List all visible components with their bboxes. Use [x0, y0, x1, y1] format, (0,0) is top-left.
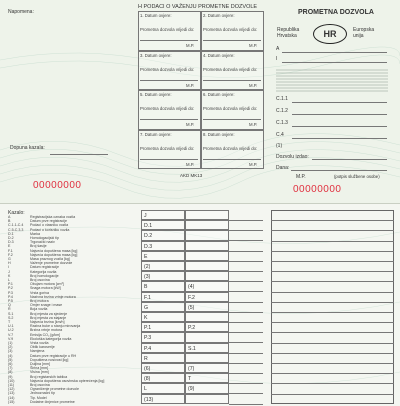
- code-value-line: [229, 312, 263, 313]
- code-cell: F.2: [185, 292, 229, 302]
- legend-code: (11): [8, 383, 15, 387]
- legend-text: Podaci o vlasniku vozila: [30, 223, 69, 228]
- validity-cell-stamp: M.P.: [186, 82, 195, 88]
- legend-code: (5): [8, 357, 13, 362]
- legend-code: D.1: [8, 231, 14, 236]
- code-cell: [185, 332, 229, 342]
- legend-code: (15): [8, 399, 15, 404]
- code-cell: (5): [185, 302, 229, 312]
- code-cell: F.1: [141, 292, 185, 302]
- validity-cell-valid-label: Prometna dozvola vrijedi do:: [140, 66, 195, 72]
- legend-code: (8): [8, 370, 13, 375]
- legend-code: U.1: [8, 324, 14, 329]
- code-cell: J: [141, 210, 185, 220]
- validity-cell-valid-label: Prometna dozvola vrijedi do:: [140, 145, 195, 151]
- blank-row-line: [271, 302, 394, 303]
- legend-text: Najveća brzina [km/h]: [30, 320, 65, 324]
- blank-row-line: [271, 383, 394, 384]
- legend-text: Vrsta goriva: [30, 290, 50, 295]
- legend-text: Masa praznog vozila [kg]: [30, 257, 70, 261]
- legend-text: Broj mjesta za sjedenje: [30, 311, 68, 316]
- code-cell: P.2: [185, 322, 229, 332]
- blank-row-line: [271, 251, 394, 252]
- blank-row-line: [271, 353, 394, 354]
- code-cell: [185, 271, 229, 281]
- code-value-line: [229, 261, 263, 262]
- validity-cell-valid-label: Prometna dozvola vrijedi do:: [203, 106, 258, 111]
- legend-code: V.9: [8, 336, 14, 341]
- legend-text: Visina [mm]: [30, 370, 49, 375]
- legend-text: Marka: [30, 231, 40, 236]
- code-cell: E: [141, 251, 185, 261]
- legend-code: L: [8, 278, 10, 282]
- blank-table: [271, 210, 394, 404]
- country-right-2: unija: [353, 33, 364, 39]
- code-cell: D.3: [141, 241, 185, 251]
- blank-row-line: [271, 322, 394, 323]
- code-value-line: [229, 383, 263, 384]
- legend-text: Broj šasije: [30, 244, 47, 249]
- validity-cell-date-label: 8. Datum ovjere:: [203, 131, 235, 137]
- owner-field-line: [292, 102, 387, 103]
- validity-cell-line: [203, 119, 261, 120]
- legend-code: D.3: [8, 240, 14, 245]
- legend-text: Broj mjesta za stajanje: [30, 315, 67, 320]
- legend-code: P.2: [8, 286, 13, 291]
- date-label: Dana:: [276, 165, 290, 171]
- blank-row-line: [271, 343, 394, 344]
- legend-text: Najveća dopuštena masa [kg]: [30, 248, 78, 253]
- code-value-line: [229, 302, 263, 303]
- owner-field-label: C.1.2: [276, 108, 288, 114]
- validity-cell-date-label: 3. Datum ovjere:: [140, 52, 172, 58]
- legend-text: Najveća dopuštena masa [kg]: [30, 252, 78, 257]
- code-value-line: [229, 230, 263, 231]
- code-cell: R: [141, 353, 185, 363]
- code-value-line: [229, 353, 263, 354]
- code-value-line: [229, 373, 263, 374]
- validity-cell-line: [203, 159, 261, 160]
- field-i-label: I: [276, 56, 278, 62]
- field-i-line: [282, 62, 387, 63]
- blank-row-line: [271, 281, 394, 282]
- code-cell: [185, 210, 229, 220]
- legend-code: S.2: [8, 315, 14, 320]
- code-cell: P.4: [141, 343, 185, 353]
- code-value-line: [229, 240, 263, 241]
- code-value-line: [229, 342, 263, 343]
- legend-code: (2): [8, 345, 13, 350]
- legend-code: C.1.1-C.4: [8, 223, 24, 228]
- blank-row-line: [271, 261, 394, 262]
- legend-code: Q: [8, 303, 11, 308]
- validity-cell-stamp: M.P.: [249, 82, 258, 88]
- legend-code: (4): [8, 353, 13, 358]
- dopuna-line: [50, 154, 108, 155]
- validity-cell-line: [140, 40, 198, 41]
- owner-field-line: [292, 114, 387, 115]
- owner-field-line: [292, 138, 387, 139]
- legend-text: Datum registracije: [30, 265, 59, 270]
- legend-code: P.3: [8, 290, 13, 295]
- code-value-line: [229, 393, 263, 394]
- country-left-2: Hrvatska: [277, 33, 297, 39]
- validity-cell-valid-label: Prometna dozvola vrijedi do:: [203, 66, 258, 72]
- legend-text: Dodatne činjenice prometne: [30, 399, 75, 404]
- code-value-line: [229, 404, 263, 405]
- blank-row-line: [271, 394, 394, 395]
- signature-label: (potpis službene osobe): [334, 174, 380, 179]
- blank-row-line: [271, 373, 394, 374]
- hr-emblem: HR: [313, 24, 347, 44]
- validity-cell-line: [140, 80, 198, 81]
- serial-number-left: 00000000: [33, 180, 82, 191]
- napomena-label: Napomena:: [8, 9, 34, 15]
- validity-cell-line: [140, 159, 198, 160]
- legend-code: K: [8, 273, 11, 278]
- blank-row-line: [271, 271, 394, 272]
- legend-text: Ograničenje prometne dozvole: [30, 387, 79, 392]
- note-1-label: (1): [276, 143, 283, 149]
- legend-code: B: [8, 219, 11, 224]
- legend-text: Nazivna brzina vrtnje motora: [30, 294, 76, 299]
- validity-cell-line: [203, 80, 261, 81]
- code-cell: [185, 220, 229, 230]
- code-cell: [185, 230, 229, 240]
- legend-text: Podaci o korisniku vozila: [30, 227, 70, 232]
- owner-field-label: C.1.3: [276, 120, 288, 126]
- code-cell: (6): [141, 363, 185, 373]
- date-line: [291, 170, 387, 171]
- legend-code: S.1: [8, 311, 14, 316]
- code-value-line: [229, 220, 263, 221]
- code-value-line: [229, 332, 263, 333]
- code-value-line: [229, 322, 263, 323]
- code-cell: [185, 353, 229, 363]
- blank-row-line: [271, 312, 394, 313]
- legend-code: E: [8, 244, 11, 249]
- legend-text: Emisija CO₂ [g/km]: [30, 332, 61, 337]
- legend-code: (3): [8, 349, 13, 354]
- blank-row-line: [271, 241, 394, 242]
- field-a-label: A: [276, 46, 280, 52]
- blank-row-line: [271, 220, 394, 221]
- blank-row-line: [271, 292, 394, 293]
- legend-text: Datum prve registracije u RH: [30, 353, 77, 358]
- legend-code: (14): [8, 395, 15, 400]
- code-cell: [185, 261, 229, 271]
- code-cell: (4): [185, 281, 229, 291]
- issued-by-label: Dozvolu izdao:: [276, 154, 309, 160]
- kazalo-label: Kazalo:: [8, 210, 25, 216]
- code-value-line: [229, 251, 263, 252]
- validity-cell-stamp: M.P.: [249, 43, 258, 48]
- code-cell: L: [141, 383, 185, 393]
- legend-text: Obujam motora [cm³]: [30, 282, 64, 287]
- validity-cell-date-label: 2. Datum ovjere:: [203, 13, 235, 18]
- legend-code: F.2: [8, 252, 13, 257]
- legend-text: Namjena: [30, 349, 45, 354]
- legend-text: Oblik karoserije: [30, 345, 55, 350]
- validity-cell-line: [140, 119, 198, 120]
- legend-text: Datum prve registracije: [30, 219, 67, 224]
- legend-code: P.5: [8, 299, 13, 303]
- legend-code: (7): [8, 366, 13, 371]
- print-code: AKD MK13: [180, 173, 203, 178]
- legend-text: Broj registarskih tablica: [30, 374, 68, 379]
- legend-code: H: [8, 261, 11, 266]
- code-cell: P.1: [141, 322, 185, 332]
- validity-cell-date-label: 1. Datum ovjere:: [140, 13, 172, 18]
- back-page: [0, 204, 400, 406]
- legend-text: Najveća dopuštena osovinska opterećenja [kg]: [30, 378, 105, 383]
- country-left-1: Republika: [277, 27, 300, 33]
- legend-code: V.7: [8, 332, 14, 337]
- code-cell: K: [141, 312, 185, 322]
- legend-code: (6): [8, 362, 13, 366]
- validity-cell-stamp: M.P.: [186, 43, 195, 48]
- code-cell: [185, 312, 229, 322]
- code-cell: T: [185, 373, 229, 383]
- legend-code: T: [8, 320, 11, 324]
- legend-code: (10): [8, 378, 15, 383]
- legend-text: Ekološka kategorija vozila: [30, 336, 72, 341]
- legend-code: G: [8, 257, 11, 261]
- legend-text: Jednoznačni tip: [30, 391, 55, 396]
- validity-cell-stamp: M.P.: [186, 122, 195, 127]
- code-cell: D.2: [141, 230, 185, 240]
- code-cell: [185, 394, 229, 404]
- legend-code: (1): [8, 341, 13, 345]
- section-h-header: H PODACI O VAŽENJU PROMETNE DOZVOLE: [138, 4, 258, 10]
- legend-code: P.1: [8, 282, 13, 287]
- validity-cell-valid-label: Prometna dozvola vrijedi do:: [203, 145, 258, 151]
- dopuna-kazala-label: Dopuna kazala:: [10, 145, 45, 151]
- validity-cell-valid-label: Prometna dozvola vrijedi do:: [140, 27, 195, 32]
- stamp-label: M.P.: [296, 174, 306, 180]
- code-cell: G: [141, 302, 185, 312]
- legend-code: F.1: [8, 248, 13, 253]
- owner-field-label: C.4: [276, 132, 284, 138]
- code-value-line: [229, 291, 263, 292]
- owner-field-line: [292, 126, 387, 127]
- validity-cell-stamp: M.P.: [249, 122, 258, 127]
- legend-code: C.5-C.3.3: [8, 227, 24, 232]
- legend-text: Duljina [mm]: [30, 362, 50, 366]
- code-cell: [185, 251, 229, 261]
- legend-text: Trgovački naziv: [30, 240, 55, 245]
- legend-code: (13): [8, 391, 15, 396]
- legend-text: Snaga motora [kW]: [30, 286, 61, 291]
- code-cell: (3): [141, 271, 185, 281]
- validity-cell-valid-label: Prometna dozvola vrijedi do:: [203, 27, 258, 32]
- document-title: PROMETNA DOZVOLA: [298, 9, 374, 16]
- legend-text: Širina [mm]: [30, 366, 49, 371]
- validity-cell-stamp: M.P.: [249, 161, 258, 167]
- legend-text: Homologacijski tip: [30, 236, 59, 240]
- validity-cell-date-label: 4. Datum ovjere:: [203, 52, 235, 58]
- country-right-1: Europska: [353, 27, 375, 33]
- legend-code: A: [8, 215, 11, 219]
- legend-text: Omjer snage i mase: [30, 303, 63, 308]
- code-cell: [185, 241, 229, 251]
- legend-text: Registracijska oznaka vozila: [30, 215, 76, 219]
- legend-text: Boja vozila: [30, 307, 48, 312]
- code-cell: (2): [141, 261, 185, 271]
- legend-text: Važenje prometne dozvole: [30, 261, 73, 266]
- legend-code: P.4: [8, 294, 13, 299]
- legend-text: Broj osovina: [30, 383, 50, 387]
- legend-text: Broj homologacije: [30, 273, 59, 278]
- code-value-line: [229, 281, 263, 282]
- field-a-line: [282, 52, 387, 53]
- code-cell: (8): [141, 373, 185, 383]
- code-cell: D.1: [141, 220, 185, 230]
- code-cell: (9): [185, 383, 229, 393]
- legend-code: D.2: [8, 236, 14, 240]
- validity-cell-date-label: 6. Datum ovjere:: [203, 92, 235, 97]
- legend-text: Dopuštena nosivost [kg]: [30, 357, 69, 362]
- legend-code: U.2: [8, 328, 14, 333]
- legend-code: R: [8, 307, 11, 312]
- legend-text: Tip. Model: [30, 395, 47, 400]
- legend-text: Broj osovina: [30, 278, 50, 282]
- code-cell: (7): [185, 363, 229, 373]
- code-cell: (13): [141, 394, 185, 404]
- legend-text: Razina buke u stanju mirovanja: [30, 324, 81, 329]
- blank-row-line: [271, 230, 394, 231]
- code-cell: B: [141, 281, 185, 291]
- legend-text: Kategorija vozila: [30, 269, 57, 274]
- code-cell: S.1: [185, 343, 229, 353]
- validity-cell-line: [203, 40, 261, 41]
- owner-field-label: C.1.1: [276, 96, 288, 102]
- legend-code: (12): [8, 387, 15, 392]
- serial-number-right: 00000000: [293, 184, 342, 195]
- code-cell: P.3: [141, 332, 185, 342]
- issued-by-line: [312, 159, 387, 160]
- validity-cell-stamp: M.P.: [186, 161, 195, 167]
- validity-cell-valid-label: Prometna dozvola vrijedi do:: [140, 106, 195, 111]
- legend-code: J: [8, 269, 10, 274]
- legend-text: Broj motora: [30, 299, 49, 303]
- validity-cell-date-label: 7. Datum ovjere:: [140, 131, 172, 137]
- blank-row-line: [271, 363, 394, 364]
- validity-cell-date-label: 5. Datum ovjere:: [140, 92, 172, 97]
- code-value-line: [229, 271, 263, 272]
- blank-row-line: [271, 332, 394, 333]
- code-value-line: [229, 363, 263, 364]
- legend-text: Vrsta vozila: [30, 341, 49, 345]
- legend-code: I: [8, 265, 9, 270]
- legend-code: (9): [8, 374, 13, 379]
- legend-text: Brzina vrtnje motora: [30, 328, 63, 333]
